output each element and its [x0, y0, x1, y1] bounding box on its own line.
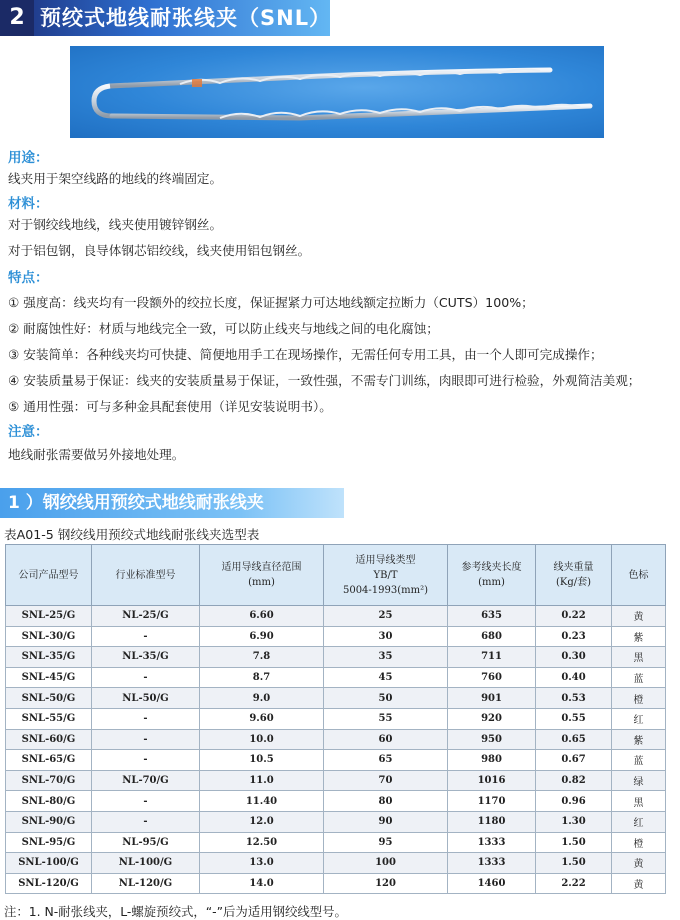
cell-type: 55: [324, 708, 448, 729]
cell-type: 70: [324, 770, 448, 791]
table-row: [6, 750, 666, 771]
cell-model: SNL-80/G: [6, 791, 92, 812]
cell-color: 红: [612, 811, 666, 832]
strand-clamp-icon: [70, 46, 604, 138]
purpose-label: 用途：: [8, 150, 49, 166]
cell-length: 920: [448, 708, 536, 729]
section-number: 2: [0, 0, 34, 36]
cell-length: 680: [448, 626, 536, 647]
cell-model: SNL-95/G: [6, 832, 92, 853]
cell-diameter: 13.0: [200, 853, 324, 874]
cell-weight: 0.22: [536, 606, 612, 627]
cell-length: 711: [448, 647, 536, 668]
cell-length: 1180: [448, 811, 536, 832]
cell-weight: 1.50: [536, 853, 612, 874]
header-standard: 行业标准型号: [92, 545, 200, 606]
cell-standard: -: [92, 750, 200, 771]
cell-length: 1333: [448, 832, 536, 853]
cell-model: SNL-50/G: [6, 688, 92, 709]
cell-type: 65: [324, 750, 448, 771]
strand-clamp-photo: [70, 46, 604, 138]
table-row: [6, 853, 666, 874]
header-length: 参考线夹长度 (mm): [448, 545, 536, 606]
cell-length: 950: [448, 729, 536, 750]
cell-diameter: 10.0: [200, 729, 324, 750]
cell-standard: -: [92, 667, 200, 688]
cell-weight: 0.30: [536, 647, 612, 668]
cell-weight: 0.96: [536, 791, 612, 812]
header-weight: 线夹重量 (Kg/套): [536, 545, 612, 606]
cell-standard: NL-50/G: [92, 688, 200, 709]
cell-diameter: 14.0: [200, 873, 324, 894]
cell-length: 1460: [448, 873, 536, 894]
feature-line: ① 强度高：线夹均有一段额外的绞拉长度，保证握紧力可达地线额定拉断力（CUTS）100%；: [8, 295, 534, 310]
cell-diameter: 9.60: [200, 708, 324, 729]
cell-length: 980: [448, 750, 536, 771]
table-row: [6, 832, 666, 853]
cell-diameter: 12.50: [200, 832, 324, 853]
table-body: [6, 606, 666, 894]
cell-model: SNL-100/G: [6, 853, 92, 874]
cell-length: 1333: [448, 853, 536, 874]
cell-diameter: 11.0: [200, 770, 324, 791]
cell-type: 80: [324, 791, 448, 812]
cell-model: SNL-65/G: [6, 750, 92, 771]
section-title: 预绞式地线耐张线夹（SNL）: [40, 6, 332, 30]
subsection-title: 1 ）钢绞线用预绞式地线耐张线夹: [8, 493, 264, 513]
cell-color: 黑: [612, 791, 666, 812]
cell-standard: NL-100/G: [92, 853, 200, 874]
cell-standard: NL-120/G: [92, 873, 200, 894]
table-row: [6, 606, 666, 627]
cell-standard: -: [92, 626, 200, 647]
cell-standard: -: [92, 791, 200, 812]
cell-standard: -: [92, 708, 200, 729]
cell-diameter: 6.60: [200, 606, 324, 627]
cell-model: SNL-90/G: [6, 811, 92, 832]
cell-standard: NL-70/G: [92, 770, 200, 791]
cell-weight: 0.67: [536, 750, 612, 771]
cell-weight: 2.22: [536, 873, 612, 894]
cell-length: 635: [448, 606, 536, 627]
material-line: 对于钢绞线地线，线夹使用镀锌钢丝。: [8, 217, 223, 232]
cell-type: 60: [324, 729, 448, 750]
table-row: [6, 708, 666, 729]
cell-type: 120: [324, 873, 448, 894]
cell-diameter: 7.8: [200, 647, 324, 668]
material-label: 材料：: [8, 196, 49, 212]
subsection-header: [0, 488, 344, 518]
notice-text: 地线耐张需要做另外接地处理。: [8, 447, 185, 462]
material-line: 对于铝包钢，良导体钢芯铝绞线，线夹使用铝包钢丝。: [8, 243, 311, 258]
cell-model: SNL-60/G: [6, 729, 92, 750]
cell-color: 蓝: [612, 750, 666, 771]
cell-standard: -: [92, 729, 200, 750]
header-model: 公司产品型号: [6, 545, 92, 606]
feature-line: ② 耐腐蚀性好：材质与地线完全一致，可以防止线夹与地线之间的电化腐蚀；: [8, 321, 439, 336]
cell-standard: NL-95/G: [92, 832, 200, 853]
table-row: [6, 688, 666, 709]
cell-weight: 1.50: [536, 832, 612, 853]
cell-type: 30: [324, 626, 448, 647]
cell-type: 95: [324, 832, 448, 853]
cell-weight: 0.65: [536, 729, 612, 750]
cell-standard: NL-35/G: [92, 647, 200, 668]
feature-line: ③ 安装简单：各种线夹均可快捷、简便地用手工在现场操作，无需任何专用工具，由一个人即可完成操作；: [8, 347, 603, 362]
purpose-text: 线夹用于架空线路的地线的终端固定。: [8, 171, 223, 186]
cell-color: 橙: [612, 832, 666, 853]
section-header: [0, 0, 330, 36]
cell-color: 黑: [612, 647, 666, 668]
cell-model: SNL-30/G: [6, 626, 92, 647]
cell-diameter: 12.0: [200, 811, 324, 832]
cell-diameter: 10.5: [200, 750, 324, 771]
cell-length: 1170: [448, 791, 536, 812]
cell-color: 紫: [612, 626, 666, 647]
cell-model: SNL-55/G: [6, 708, 92, 729]
notice-label: 注意：: [8, 424, 49, 440]
table-caption: 表A01-5 钢绞线用预绞式地线耐张线夹选型表: [4, 527, 260, 542]
table-row: [6, 667, 666, 688]
cell-color: 绿: [612, 770, 666, 791]
cell-weight: 0.53: [536, 688, 612, 709]
cell-weight: 0.40: [536, 667, 612, 688]
cell-type: 35: [324, 647, 448, 668]
cell-standard: NL-25/G: [92, 606, 200, 627]
cell-weight: 0.82: [536, 770, 612, 791]
cell-model: SNL-70/G: [6, 770, 92, 791]
cell-model: SNL-120/G: [6, 873, 92, 894]
table-row: [6, 791, 666, 812]
cell-model: SNL-45/G: [6, 667, 92, 688]
table-row: [6, 647, 666, 668]
cell-model: SNL-25/G: [6, 606, 92, 627]
cell-color: 黄: [612, 873, 666, 894]
cell-weight: 0.55: [536, 708, 612, 729]
cell-weight: 1.30: [536, 811, 612, 832]
cell-diameter: 6.90: [200, 626, 324, 647]
cell-color: 蓝: [612, 667, 666, 688]
feature-label: 特点：: [8, 270, 49, 286]
cell-color: 黄: [612, 853, 666, 874]
feature-line: ⑤ 通用性强：可与多种金具配套使用（详见安装说明书）。: [8, 399, 332, 414]
cell-length: 901: [448, 688, 536, 709]
cell-standard: -: [92, 811, 200, 832]
table-row: [6, 873, 666, 894]
table-row: [6, 811, 666, 832]
cell-color: 红: [612, 708, 666, 729]
cell-type: 90: [324, 811, 448, 832]
cell-type: 25: [324, 606, 448, 627]
spec-table: [5, 544, 666, 894]
cell-length: 1016: [448, 770, 536, 791]
cell-model: SNL-35/G: [6, 647, 92, 668]
cell-diameter: 11.40: [200, 791, 324, 812]
cell-length: 760: [448, 667, 536, 688]
table-header-row: [6, 545, 666, 606]
cell-weight: 0.23: [536, 626, 612, 647]
cell-diameter: 8.7: [200, 667, 324, 688]
cell-color: 橙: [612, 688, 666, 709]
footnote: 注：1. N-耐张线夹，L-螺旋预绞式，“-”后为适用钢绞线型号。: [4, 904, 347, 919]
header-diameter: 适用导线直径范围 (mm): [200, 545, 324, 606]
feature-line: ④ 安装质量易于保证：线夹的安装质量易于保证，一致性强，不需专门训练，肉眼即可进行检验，外观简洁美观；: [8, 373, 641, 388]
table-row: [6, 729, 666, 750]
cell-diameter: 9.0: [200, 688, 324, 709]
cell-type: 45: [324, 667, 448, 688]
cell-type: 100: [324, 853, 448, 874]
cell-type: 50: [324, 688, 448, 709]
cell-color: 紫: [612, 729, 666, 750]
table-row: [6, 626, 666, 647]
table-row: [6, 770, 666, 791]
cell-color: 黄: [612, 606, 666, 627]
header-type: 适用导线类型 YB/T 5004-1993(mm²): [324, 545, 448, 606]
header-color: 色标: [612, 545, 666, 606]
